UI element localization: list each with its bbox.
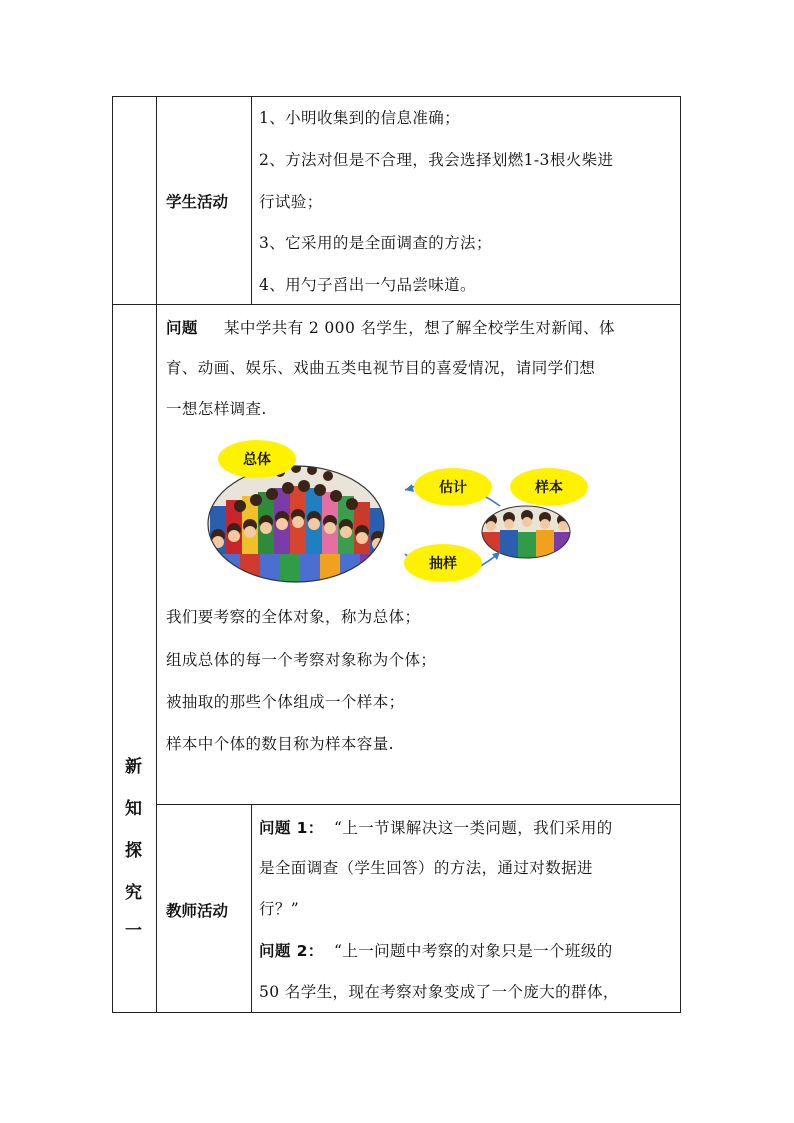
- table-divider-col1: [156, 96, 157, 1013]
- table-divider-col2-top: [251, 96, 252, 305]
- student-line-5: 4、用勺子舀出一勺品尝味道。: [259, 276, 476, 294]
- teacher-q2-line-1: “上一问题中考察的对象只是一个班级的: [334, 942, 613, 960]
- teacher-q2-line-2: 50 名学生，现在考察对象变成了一个庞大的群体，: [259, 983, 619, 1001]
- section-char-5: 一: [125, 921, 142, 941]
- student-line-3: 行试验；: [259, 193, 323, 211]
- table-row-divider-2: [156, 804, 681, 805]
- definition-line-4: 样本中个体的数目称为样本容量.: [166, 735, 394, 753]
- student-activity-label: 学生活动: [166, 193, 229, 211]
- sampling-label: 抽样: [429, 556, 457, 572]
- teacher-q2-title: 问题 2：: [259, 942, 324, 960]
- definition-line-1: 我们要考察的全体对象，称为总体；: [166, 608, 421, 626]
- sample-crowd: [480, 502, 575, 562]
- question-title: 问题: [166, 319, 198, 337]
- sampling-bubble: [404, 544, 482, 582]
- teacher-q1-title: 问题 1：: [259, 819, 324, 837]
- table-border-top: [112, 96, 681, 97]
- student-line-2: 2、方法对但是不合理，我会选择划燃1-3根火柴进: [259, 151, 614, 169]
- table-border-right: [680, 96, 681, 1013]
- section-char-4: 究: [125, 883, 142, 903]
- student-line-4: 3、它采用的是全面调查的方法；: [259, 234, 492, 252]
- teacher-activity-label: 教师活动: [166, 902, 229, 920]
- estimate-bubble: [414, 468, 492, 506]
- table-border-left: [112, 96, 113, 1013]
- table-border-bottom: [112, 1012, 681, 1013]
- population-label: 总体: [243, 452, 271, 468]
- estimate-label: 估计: [439, 480, 467, 496]
- question-line-1: 某中学共有 2 000 名学生，想了解全校学生对新闻、体: [224, 319, 615, 337]
- section-char-3: 探: [125, 841, 142, 861]
- student-line-1: 1、小明收集到的信息准确；: [259, 109, 461, 127]
- question-line-3: 一想怎样调查.: [166, 400, 267, 418]
- sample-label: 样本: [535, 480, 563, 496]
- section-char-1: 新: [125, 757, 142, 777]
- section-char-2: 知: [125, 799, 142, 819]
- definition-line-2: 组成总体的每一个考察对象称为个体；: [166, 651, 437, 669]
- population-crowd: [200, 456, 400, 586]
- table-divider-col2-bottom: [251, 804, 252, 1013]
- question-line-2: 育、动画、娱乐、戏曲五类电视节目的喜爱情况，请同学们想: [166, 359, 596, 377]
- population-bubble: [218, 440, 296, 478]
- sample-bubble: [510, 468, 588, 506]
- population-sample-diagram: [200, 436, 590, 586]
- teacher-q1-line-1: “上一节课解决这一类问题，我们采用的: [334, 819, 613, 837]
- teacher-q1-line-2: 是全面调查（学生回答）的方法，通过对数据进: [259, 859, 593, 877]
- teacher-q1-line-3: 行？”: [259, 900, 300, 918]
- table-row-divider-1: [112, 304, 681, 305]
- definition-line-3: 被抽取的那些个体组成一个样本；: [166, 693, 405, 711]
